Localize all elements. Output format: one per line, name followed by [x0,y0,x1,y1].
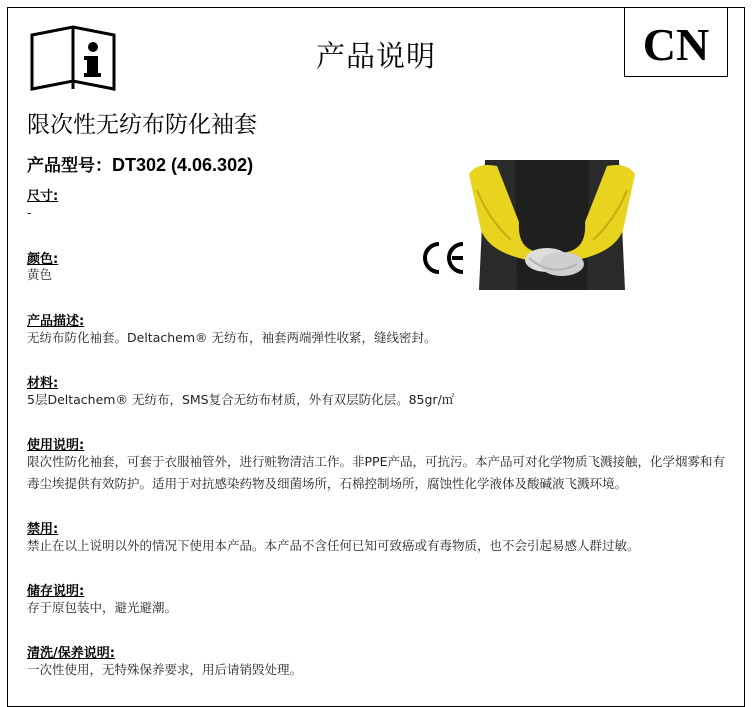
usage-label: 使用说明: [27,438,85,453]
language-code: CN [624,7,728,77]
size-label: 尺寸: [27,189,59,204]
product-name: 限次性无纺布防化袖套 [27,112,257,138]
material-label: 材料: [27,376,59,391]
description-label: 产品描述: [27,314,85,329]
model-label: 产品型号： [27,156,112,176]
description-text: 无纺布防化袖套。Deltachem® 无纺布，袖套两端弹性收紧，缝线密封。 [27,330,437,345]
storage-label: 储存说明: [27,584,85,599]
prohibited-text: 禁止在以上说明以外的情况下使用本产品。本产品不含任何已知可致癌或有毒物质，也不会引起易感人群过敏。 [27,538,640,553]
storage-text: 存于原包装中，避光避潮。 [27,600,178,615]
usage-text: 限次性防化袖套，可套于衣服袖管外，进行赃物清洁工作。非PPE产品，可抗污。本产品可对化学物质飞溅接触，化学烟雾和有毒尘埃提供有效防护。适用于对抗感染药物及细菌场所，石棉控制场所，腐蚀性化学液体及酸碱液飞溅环境。 [27,454,725,491]
document-title: 产品说明 [315,39,436,73]
color-label: 颜色: [27,252,59,267]
model-code: DT302 (4.06.302) [112,155,254,175]
model-number [27,151,253,176]
color-value: 黄色 [27,267,53,282]
cleaning-text: 一次性使用，无特殊保养要求，用后请销毁处理。 [27,662,303,677]
size-value: - [27,205,32,220]
prohibited-label: 禁用: [27,522,59,537]
material-text: 5层Deltachem® 无纺布，SMS复合无纺布材质，外有双层防化层。85gr/㎡ [27,392,455,407]
cleaning-label: 清洗/保养说明: [27,646,115,661]
